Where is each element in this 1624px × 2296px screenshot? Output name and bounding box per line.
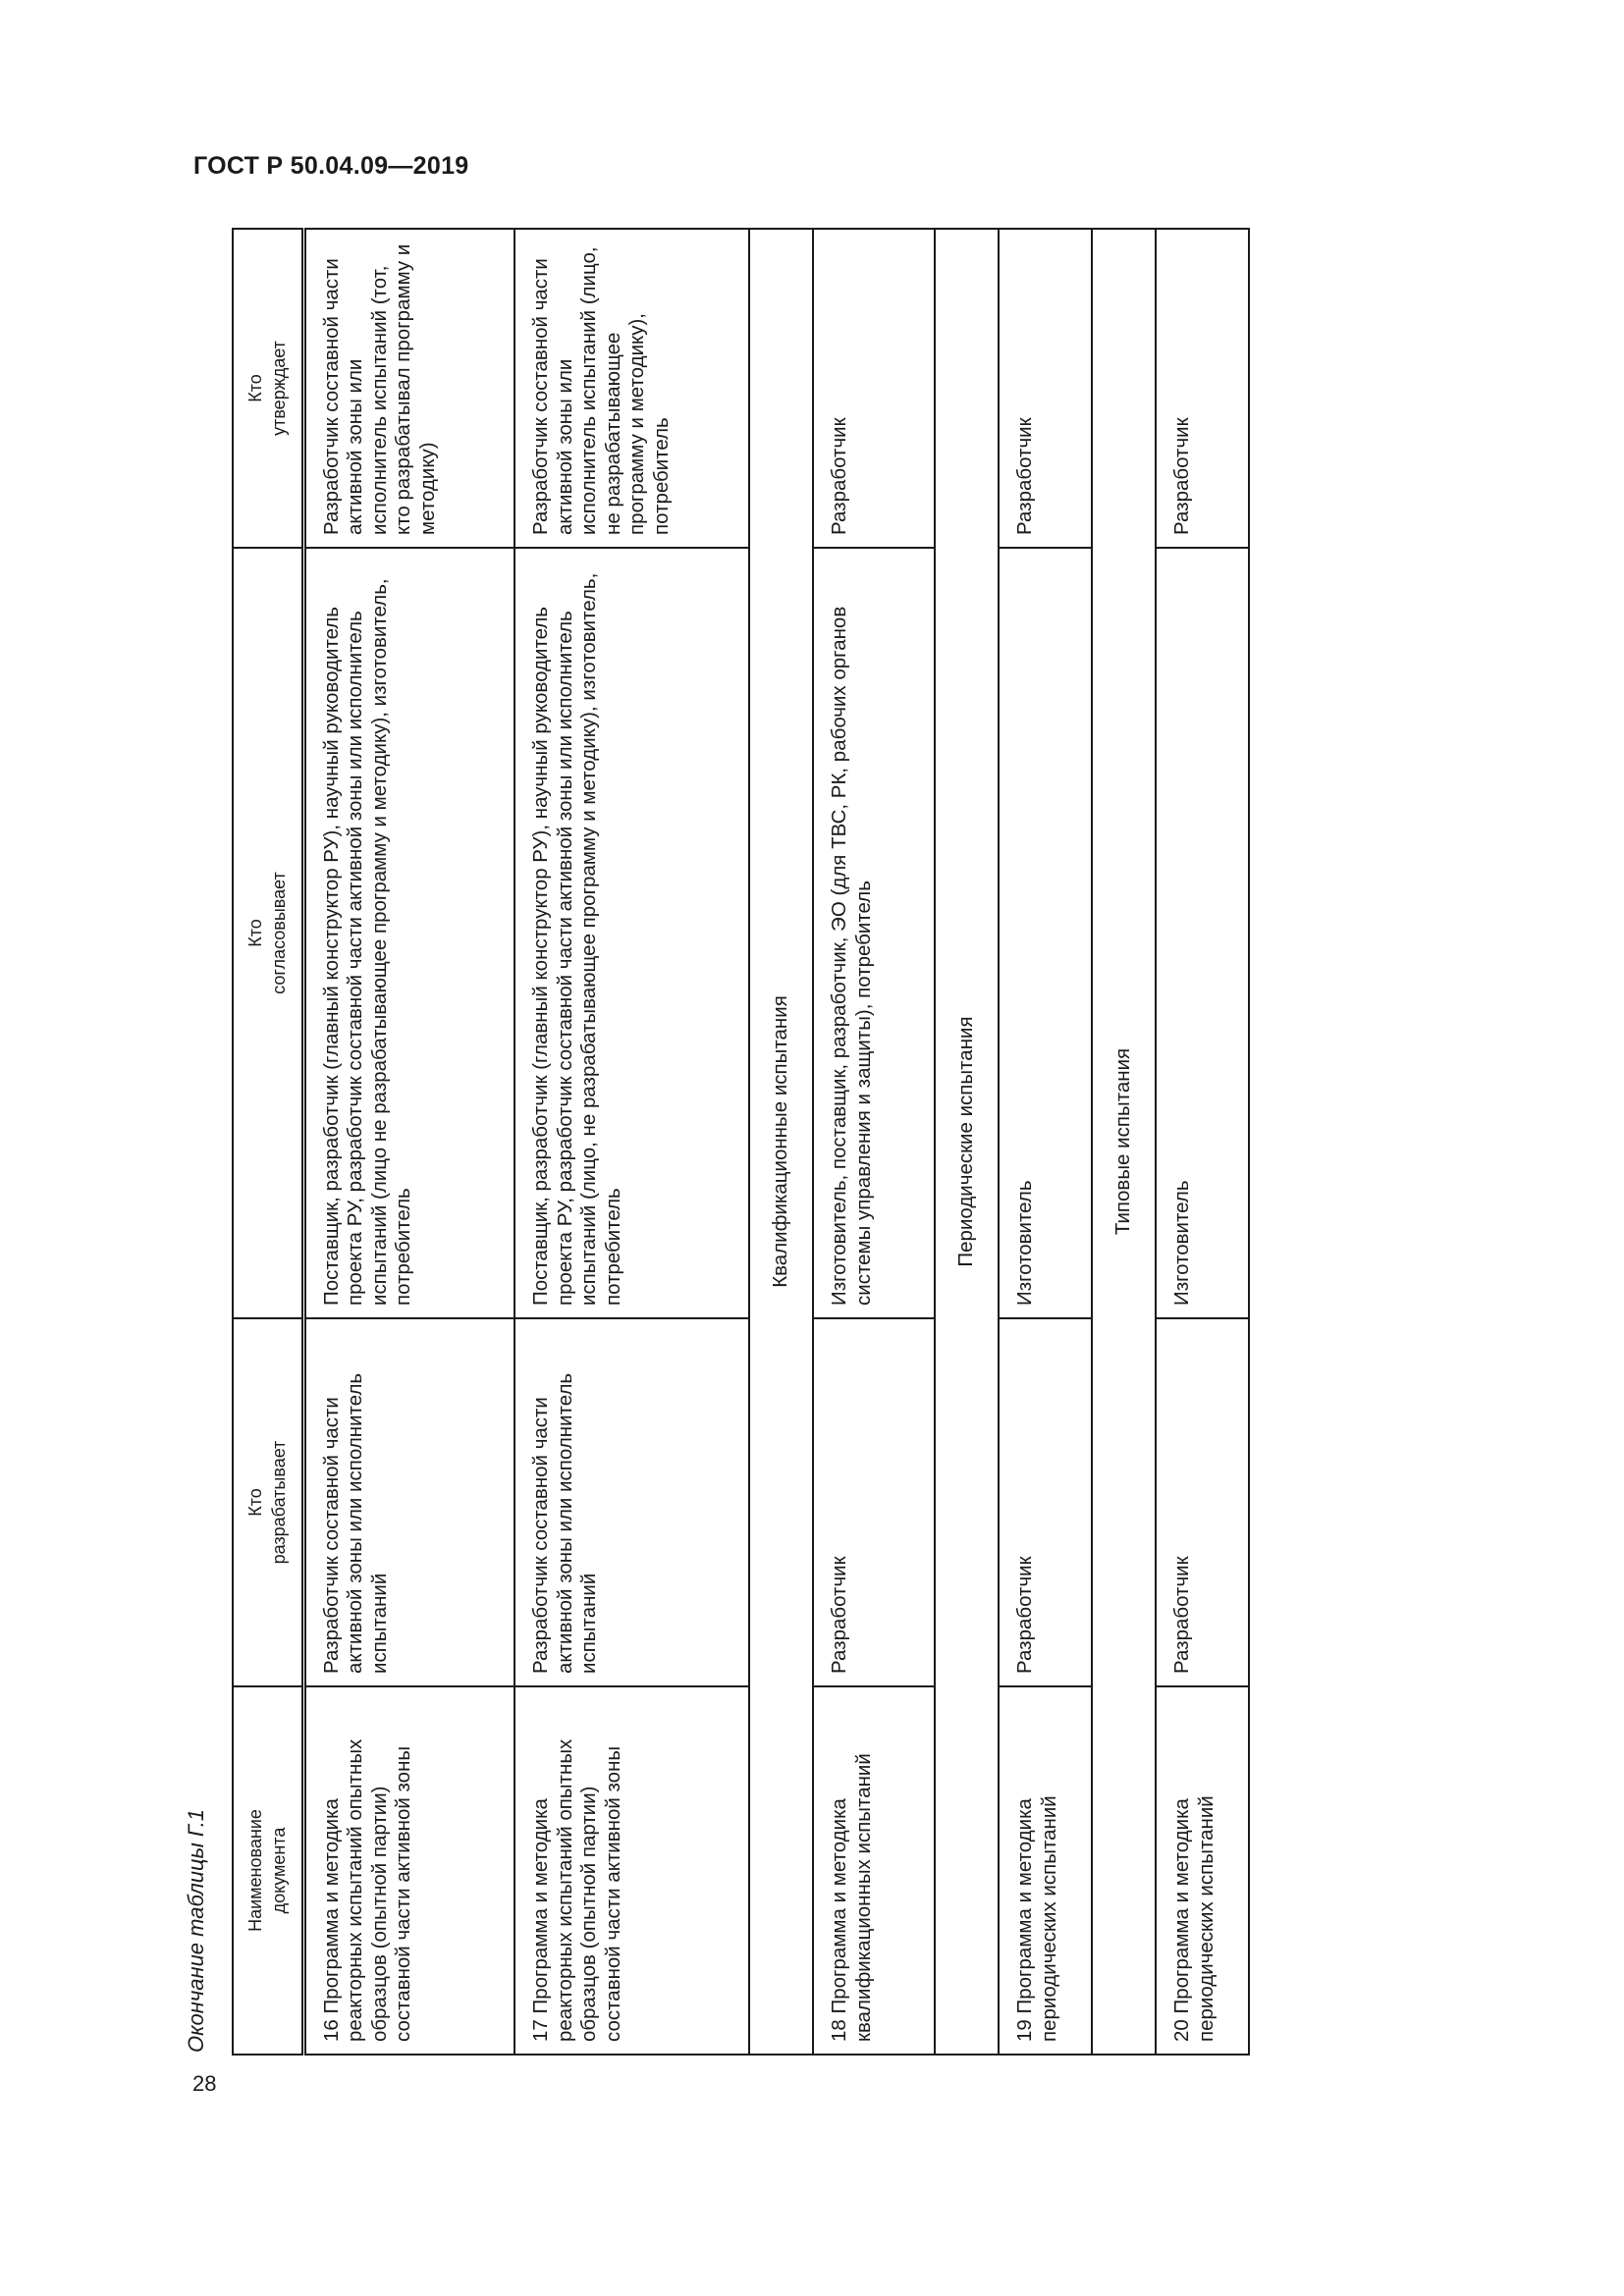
- section-title: Квалификационные испытания: [749, 229, 813, 2055]
- table-row-19: [999, 229, 1092, 2055]
- cell-agrees: Изготовитель: [999, 548, 1092, 1318]
- cell-approves: Разработчик: [999, 229, 1092, 548]
- cell-agrees: Изготовитель: [1156, 548, 1249, 1318]
- table-row-16: [303, 229, 514, 2055]
- cell-develops: Разработчик: [813, 1318, 935, 1686]
- cell-develops: Разработчик: [1156, 1318, 1249, 1686]
- cell-document-name: 19 Программа и методика периодических испытаний: [999, 1686, 1092, 2055]
- column-header-approves: Кто утверждает: [233, 229, 303, 548]
- table-row-18: [813, 229, 935, 2055]
- column-header-develops: Кто разрабатывает: [233, 1318, 303, 1686]
- cell-develops: Разработчик составной части активной зоны или исполнитель испытаний: [514, 1318, 749, 1686]
- cell-document-name: 20 Программа и методика периодических испытаний: [1156, 1686, 1249, 2055]
- document-header: ГОСТ Р 50.04.09—2019: [193, 152, 469, 180]
- cell-document-name: 18 Программа и методика квалификационных испытаний: [813, 1686, 935, 2055]
- cell-document-name: 17 Программа и методика реакторных испытаний опытных образцов (опытной партии) составной части активной зоны: [514, 1686, 749, 2055]
- column-header-document: Наименование документа: [233, 1686, 303, 2055]
- section-title: Типовые испытания: [1092, 229, 1156, 2055]
- section-title: Периодические испытания: [935, 229, 999, 2055]
- table-row-20: [1156, 229, 1249, 2055]
- cell-approves: Разработчик: [813, 229, 935, 548]
- section-row-qualification: [749, 229, 813, 2055]
- cell-approves: Разработчик составной части активной зоны или исполнитель испытаний (тот, кто разрабатывал программу и методику): [303, 229, 514, 548]
- table-header-row: [233, 229, 303, 2055]
- documents-table: [232, 228, 1250, 2056]
- cell-develops: Разработчик: [999, 1318, 1092, 1686]
- section-row-periodic: [935, 229, 999, 2055]
- table-row-17: [514, 229, 749, 2055]
- cell-approves: Разработчик составной части активной зоны или исполнитель испытаний (лицо, не разрабатывающее программу и методику), потребитель: [514, 229, 749, 548]
- column-header-agrees: Кто согласовывает: [233, 548, 303, 1318]
- cell-agrees: Изготовитель, поставщик, разработчик, ЭО (для ТВС, РК, рабочих органов системы управления и защиты), потребитель: [813, 548, 935, 1318]
- rotated-table-wrapper: [232, 230, 1246, 2056]
- page-number: 28: [192, 2071, 217, 2096]
- section-row-type: [1092, 229, 1156, 2055]
- cell-approves: Разработчик: [1156, 229, 1249, 548]
- table-caption: Окончание таблицы Г.1: [184, 1809, 208, 2053]
- cell-develops: Разработчик составной части активной зоны или исполнитель испытаний: [303, 1318, 514, 1686]
- cell-document-name: 16 Программа и методика реакторных испытаний опытных образцов (опытной партии) составной части активной зоны: [303, 1686, 514, 2055]
- cell-agrees: Поставщик, разработчик (главный конструктор РУ), научный руководитель проекта РУ, разработчик составной части активной зоны или исполнитель испытаний (лицо не разрабатывающее программу и методику), изготовитель, потребитель: [303, 548, 514, 1318]
- cell-agrees: Поставщик, разработчик (главный конструктор РУ), научный руководитель проекта РУ, разработчик составной части активной зоны или исполнитель испытаний (лицо, не разрабатывающее программу и методику), изготовитель, потребитель: [514, 548, 749, 1318]
